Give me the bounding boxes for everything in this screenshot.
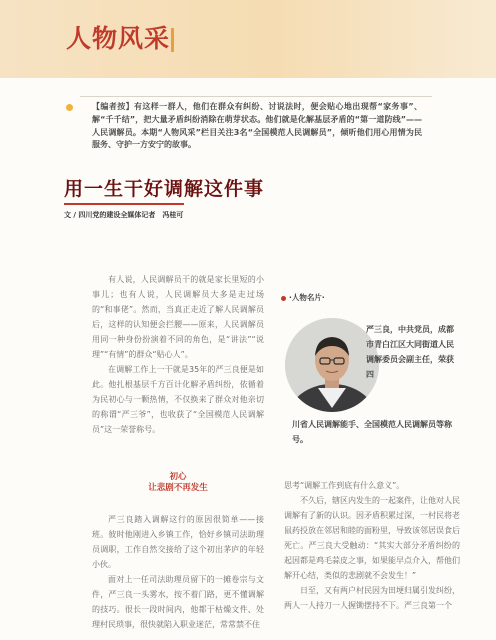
profile-bio-tail: 川省人民调解能手、全国模范人民调解员等称号。 bbox=[292, 420, 452, 444]
body-paragraph: 思考“调解工作到底有什么意义”。 bbox=[284, 481, 405, 490]
body-paragraph: 有人说，人民调解员干的就是家长里短的小事儿；也有人说，人民调解员大多是走过场的“和事佬”。然而，当真正走近了解人民调解员后，这样的认知便会拦腰——原来，人民调解员用同一种身份扮演着不同的角色，是“讲法”“说理”“有情”的群众“贴心人”。 bbox=[92, 275, 264, 359]
profile-dot-icon bbox=[281, 296, 286, 301]
body-paragraph: 不久后，辖区内发生的一起案件，让他对人民调解有了新的认识。因矛盾积累过深，一村民将老鼠药投放在邻居和睦的面粉里，导致该邻居误食后死亡。严三良大受触动：“其实大部分矛盾纠纷的起因都是鸡毛蒜皮之事，如果能早点介入，帮他们解开心结，类似的悲剧就不会发生！” bbox=[284, 496, 460, 580]
profile-label: ·人物名片· bbox=[289, 293, 325, 302]
article-headline: 用一生干好调解这件事 bbox=[64, 178, 265, 200]
bullet-dot-icon bbox=[66, 104, 73, 111]
portrait-image bbox=[285, 318, 379, 412]
profile-bio: 严三良，中共党员，成都市青白江区大同街道人民调解委员会副主任，荣获四 bbox=[366, 325, 454, 379]
body-paragraph: 严三良踏入调解这行的原因很简单——接班。彼时他刚进入乡镇工作，恰好乡镇司法助理员调职，工作自然交接给了这个初出茅庐的年轻小伙。 bbox=[92, 515, 264, 569]
section-title: 人物风采 bbox=[66, 24, 171, 53]
lead-divider bbox=[80, 96, 432, 97]
body-paragraph: 日至，又有两户村民因为田埂归属引发纠纷，两人一人持刀一人握锄摆持不下。严三良第一个 bbox=[284, 586, 460, 610]
editor-note: 【编者按】有这样一群人，他们在群众有纠纷、讨说法时，便会贴心地出现帮“家务事”、解“千千结”，把大量矛盾纠纷消除在萌芽状态。他们就是化解基层矛盾的“第一道防线”——人民调解员。本期“人物风采”栏目关注3名“全国模范人民调解员”，倾听他们用心用情为民服务、守护一方安宁的故事。 bbox=[92, 102, 422, 150]
portrait-photo bbox=[285, 318, 379, 412]
headline-underline bbox=[64, 203, 184, 205]
body-paragraph: 在调解工作上一干就是35年的严三良便是如此。他扎根基层千方百计化解矛盾纠纷，依循着为民初心与一颗热情，不仅换来了群众对他亲切的称谓“严三爷”，也收获了“全国模范人民调解员”这一荣誉称号。 bbox=[92, 365, 264, 434]
body-column-left-bottom bbox=[92, 512, 264, 632]
body-column-right bbox=[284, 478, 460, 613]
subhead-line-1: 初心 bbox=[169, 472, 187, 482]
subhead-line-2: 让悲剧不再发生 bbox=[148, 483, 208, 493]
title-accent-bar bbox=[171, 28, 174, 52]
byline: 文 / 四川党的建设全媒体记者 冯桂可 bbox=[64, 211, 184, 219]
body-column-left-top bbox=[92, 272, 264, 437]
body-paragraph: 面对上一任司法助理员留下的一摊卷宗与文件，严三良一头雾水，按不着门路，更不懂调解的技巧。很长一段时间内，他都于枯燥文件、处理村民琐事，很快就陷入职业迷茫，常常禁不住 bbox=[92, 575, 264, 629]
section-subhead bbox=[92, 472, 264, 494]
